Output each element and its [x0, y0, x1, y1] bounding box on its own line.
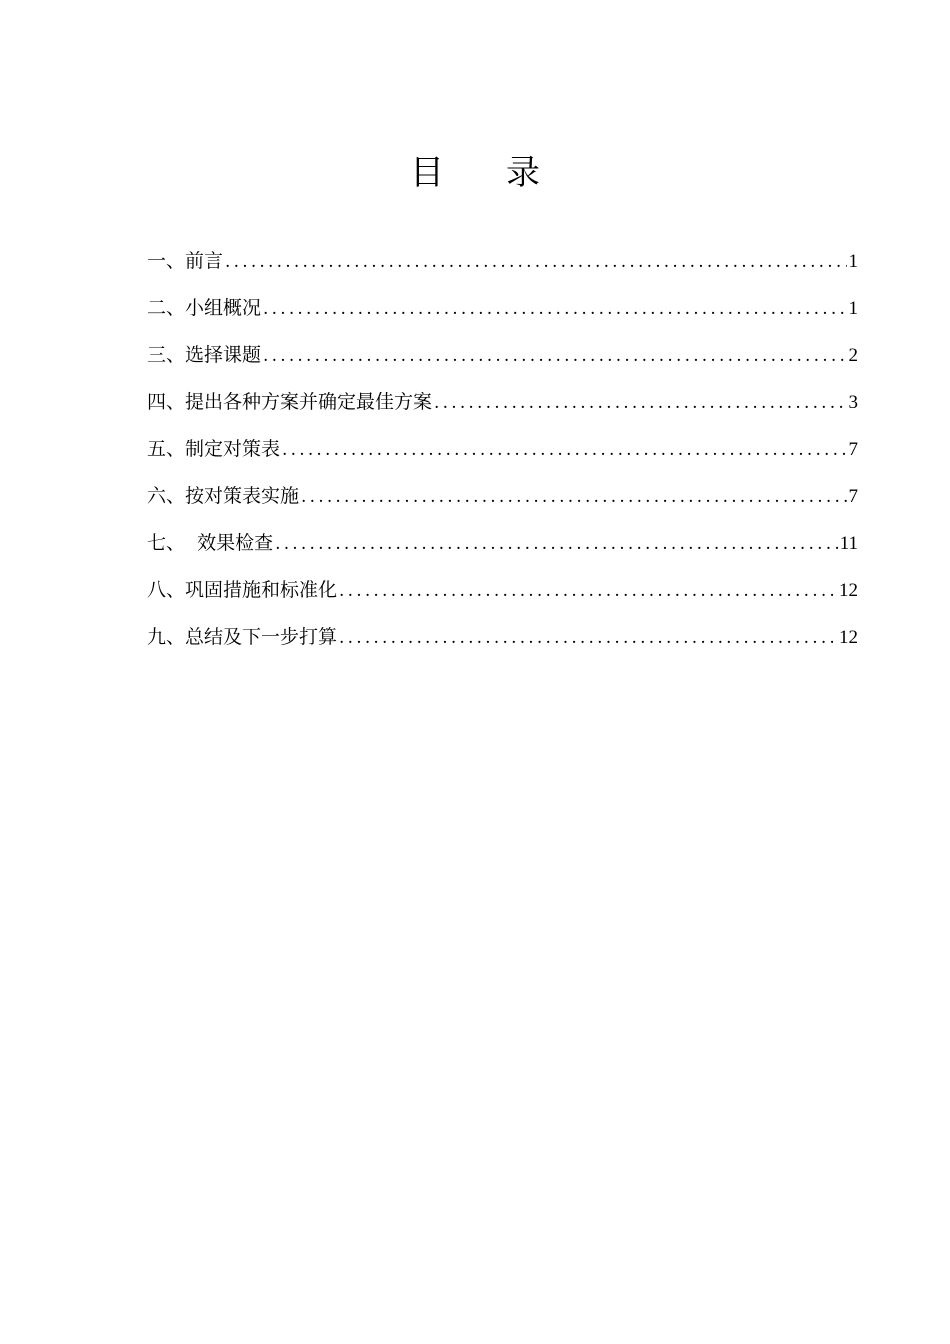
toc-dot-leader — [275, 528, 838, 560]
toc-entry-label: 六、按对策表实施 — [147, 485, 300, 507]
toc-page-number: 1 — [848, 251, 858, 272]
toc-page-number: 12 — [839, 627, 858, 648]
toc-title: 目录 — [410, 153, 602, 193]
toc-page-number: 1 — [848, 298, 858, 319]
toc-entry-label: 一、前言 — [147, 250, 224, 272]
toc-page-number: 7 — [848, 439, 858, 460]
toc-dot-leader — [225, 246, 846, 278]
toc-dot-leader — [282, 434, 846, 466]
toc-dot-leader — [434, 387, 846, 419]
toc-entry-label: 四、提出各种方案并确定最佳方案 — [147, 391, 433, 413]
toc-page-number: 3 — [848, 392, 858, 413]
toc-entry[interactable] — [147, 245, 858, 292]
toc-dot-leader — [339, 622, 837, 654]
toc-page-number: 7 — [848, 486, 858, 507]
toc-entry[interactable] — [147, 527, 858, 574]
toc-list — [147, 245, 858, 668]
toc-dot-leader — [263, 293, 846, 325]
toc-entry-label: 九、总结及下一步打算 — [147, 626, 338, 648]
toc-dot-leader — [339, 575, 837, 607]
toc-entry-label: 三、选择课题 — [147, 344, 262, 366]
toc-entry[interactable] — [147, 386, 858, 433]
toc-entry-label: 二、小组概况 — [147, 297, 262, 319]
toc-entry[interactable] — [147, 292, 858, 339]
toc-entry[interactable] — [147, 433, 858, 480]
toc-entry-label: 八、巩固措施和标准化 — [147, 579, 338, 601]
toc-entry[interactable] — [147, 621, 858, 668]
toc-entry[interactable] — [147, 574, 858, 621]
toc-dot-leader — [301, 481, 846, 513]
toc-dot-leader — [263, 340, 846, 372]
toc-entry-label: 五、制定对策表 — [147, 438, 281, 460]
toc-entry[interactable] — [147, 339, 858, 386]
toc-page-number: 12 — [839, 580, 858, 601]
toc-entry-label: 七、 效果检查 — [147, 532, 274, 554]
toc-page-number: 11 — [839, 533, 858, 554]
toc-page-number: 2 — [848, 345, 858, 366]
toc-entry[interactable] — [147, 480, 858, 527]
